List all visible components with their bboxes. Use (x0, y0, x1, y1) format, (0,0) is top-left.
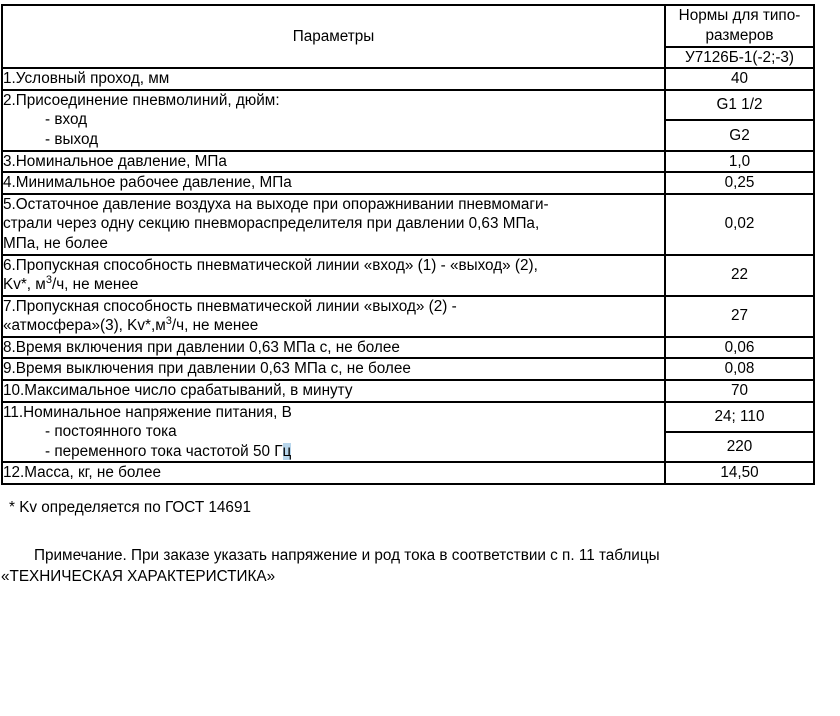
table-row (2, 172, 814, 194)
param-subitem-11-ac (3, 442, 664, 462)
param-label-2 (2, 90, 665, 151)
param-text-6-units: /ч, не менее (51, 276, 139, 294)
param-label-7 (2, 296, 665, 337)
param-text-2: 2.Присоединение пневмолиний, дюйм: (3, 91, 280, 109)
param-label-8 (2, 337, 665, 359)
note-primechanie (1, 545, 840, 587)
value-text-1: 40 (730, 70, 748, 88)
value-text-3: 1,0 (728, 152, 751, 170)
value-text-11-ac: 220 (726, 438, 753, 456)
table-row (2, 380, 814, 402)
table-row (2, 296, 814, 337)
note-line-2: «ТЕХНИЧЕСКАЯ ХАРАКТЕРИСТИКА» (1, 568, 276, 586)
param-text-6-line2 (3, 275, 664, 295)
param-text-3: 3.Номинальное давление, МПа (3, 152, 227, 170)
param-value-7 (665, 296, 814, 337)
value-text-2-output: G2 (729, 126, 750, 144)
table-row (2, 90, 814, 120)
model-code-label: У7126Б-1(-2;-3) (684, 48, 795, 66)
param-value-2-input (665, 90, 814, 120)
param-subitem-11-ac-text: - переменного тока частотой 50 Г (45, 442, 283, 460)
param-label-6 (2, 255, 665, 296)
header-label-norms-line1: Нормы для типо- (678, 7, 801, 24)
param-text-7-superscript: 3 (165, 315, 172, 328)
param-value-2-output (665, 120, 814, 150)
param-text-4: 4.Минимальное рабочее давление, МПа (3, 174, 292, 192)
param-subitem-2-output: - выход (45, 131, 99, 149)
value-text-2-input: G1 1/2 (716, 96, 763, 114)
param-label-4 (2, 172, 665, 194)
param-value-12 (665, 462, 814, 484)
value-text-5: 0,02 (724, 215, 755, 233)
value-text-4: 0,25 (724, 174, 755, 192)
header-label-parameters: Параметры (292, 27, 375, 45)
param-text-5-line1: 5.Остаточное давление воздуха на выходе при опоражнивании пневмомаги- (3, 195, 549, 213)
technical-specification-table (1, 4, 815, 485)
param-value-8 (665, 337, 814, 359)
param-value-11-dc (665, 402, 814, 432)
param-value-4 (665, 172, 814, 194)
document-page (0, 4, 840, 716)
param-value-10 (665, 380, 814, 402)
param-text-12: 12.Масса, кг, не более (3, 464, 161, 482)
param-label-3 (2, 151, 665, 173)
param-subitem-11-dc: - постоянного тока (45, 423, 177, 441)
value-text-7: 27 (730, 307, 748, 325)
table-row (2, 402, 814, 432)
value-text-11-dc: 24; 110 (714, 407, 765, 425)
param-subitem-2-input: - вход (45, 111, 88, 129)
param-value-3 (665, 151, 814, 173)
param-label-9 (2, 358, 665, 380)
notes-spacer (0, 518, 840, 545)
table-header-row (2, 5, 814, 47)
param-value-9 (665, 358, 814, 380)
param-label-10 (2, 380, 665, 402)
table-row (2, 337, 814, 359)
param-label-1 (2, 68, 665, 90)
param-text-7-kv: «атмосфера»(3), Kv*,м (3, 317, 166, 335)
notes-section (0, 498, 840, 587)
table-row (2, 358, 814, 380)
param-text-8: 8.Время включения при давлении 0,63 МПа с, не более (3, 338, 400, 356)
footnote-kv: * Kv определяется по ГОСТ 14691 (9, 498, 251, 516)
param-label-12 (2, 462, 665, 484)
param-value-6 (665, 255, 814, 296)
table-row (2, 68, 814, 90)
param-text-7-units: /ч, не менее (171, 317, 259, 335)
param-label-5 (2, 194, 665, 255)
note-line-1: Примечание. При заказе указать напряжение и род тока в соответствии с п. 11 таблицы (34, 547, 660, 565)
value-text-10: 70 (730, 382, 748, 399)
param-text-5-line3: МПа, не более (3, 234, 108, 252)
value-text-12: 14,50 (720, 464, 759, 482)
param-text-7-line1: 7.Пропускная способность пневматической линии «выход» (2) - (3, 297, 457, 315)
param-text-6-superscript: 3 (45, 274, 52, 287)
param-text-6-line1: 6.Пропускная способность пневматической линии «вход» (1) - «выход» (2), (3, 256, 538, 274)
param-value-5 (665, 194, 814, 255)
param-text-5-line2: страли через одну секцию пневмораспределителя при давлении 0,63 МПа, (3, 215, 540, 233)
param-label-11 (2, 402, 665, 463)
header-cell-norms (665, 5, 814, 47)
table-row (2, 151, 814, 173)
header-label-norms-line2: размеров (705, 26, 774, 44)
header-cell-parameters (2, 5, 665, 68)
param-text-11: 11.Номинальное напряжение питания, В (3, 403, 292, 421)
value-text-9: 0,08 (724, 360, 755, 378)
param-text-10: 10.Максимальное число срабатываний, в минуту (3, 382, 353, 399)
param-value-1 (665, 68, 814, 90)
table-row (2, 255, 814, 296)
value-text-8: 0,06 (724, 338, 755, 356)
value-text-6: 22 (730, 266, 748, 284)
param-text-1: 1.Условный проход, мм (3, 70, 170, 88)
table-row (2, 462, 814, 484)
param-text-9: 9.Время выключения при давлении 0,63 МПа с, не более (3, 360, 411, 378)
param-text-6-kv: Kv*, м (3, 276, 46, 294)
param-text-7-line2 (3, 316, 664, 336)
table-row (2, 194, 814, 255)
header-cell-model-code (665, 47, 814, 69)
text-selection-highlight[interactable]: ц (282, 442, 292, 460)
param-value-11-ac (665, 432, 814, 462)
